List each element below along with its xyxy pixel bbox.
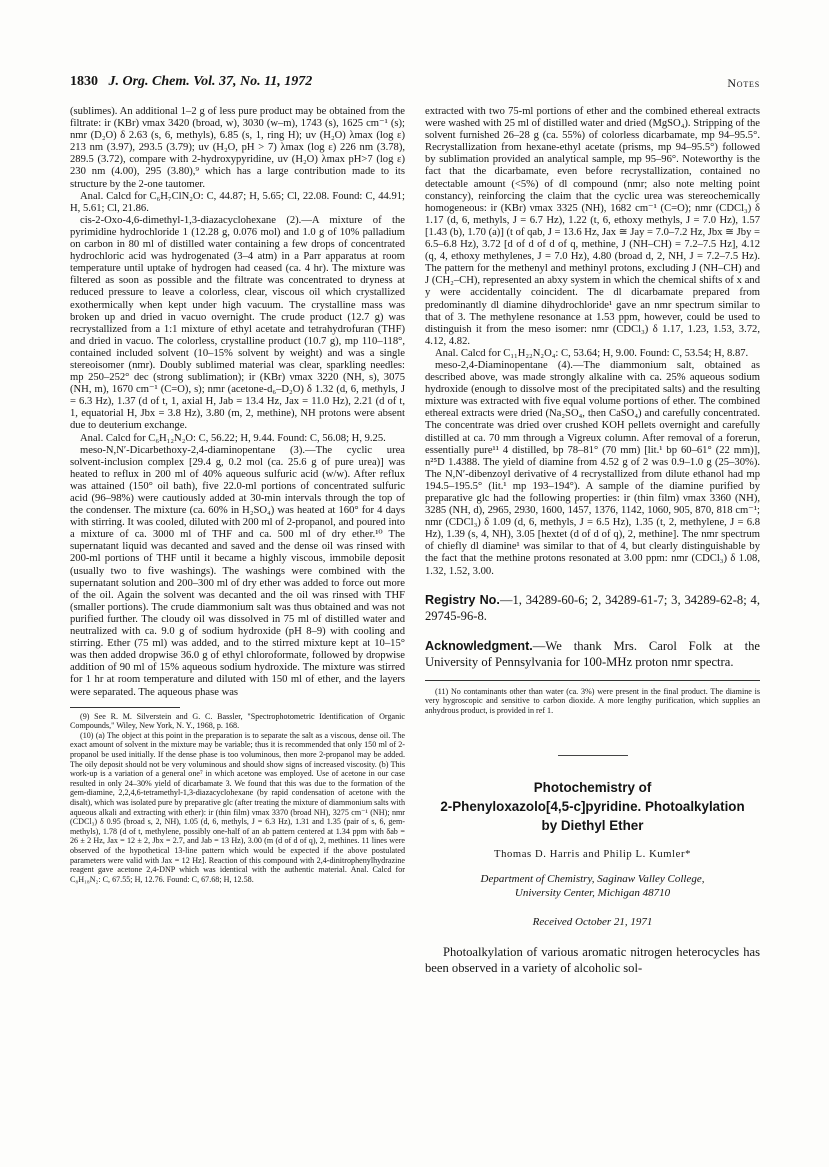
ack-label: Acknowledgment.: [425, 638, 533, 653]
title-line: by Diethyl Ether: [541, 818, 644, 834]
section-label: Notes: [727, 76, 760, 90]
paragraph: (sublimes). An additional 1–2 g of less pure product may be obtained from the filtrate: ir (KBr) νmax 3420 (broad, w), 3030 (w–m), 1743 (s), 1625 cm⁻¹ (s); nmr (D₂O) δ 2.63 (s, 6, methyls), 6.85 (s, 1, ring H); uv (H₂O) λmax (log ε) 213 nm (3.97), 293.5 (3.79); uv (H₂O, pH > 7) λmax (log ε) 226 nm (3.78), 289.5 (3.72), compare with 2-hydroxypyridine, uv (H₂O) λmax pH>7 (log ε) 230 nm (4.00), 295 (3.80),⁹ which has a large contribution made to its structure by the 2-one tautomer.: [70, 106, 405, 190]
left-body: [70, 106, 405, 699]
paragraph: Anal. Calcd for C₆H₇ClN₂O: C, 44.87; H, 5.65; Cl, 22.08. Found: C, 44.91; H, 5.61; Cl, 21.86.: [70, 190, 405, 214]
volume-issue: Vol. 37, No. 11, 1972: [193, 74, 313, 89]
paragraph: cis-2-Oxo-4,6-dimethyl-1,3-diazacyclohexane (2).—A mixture of the pyrimidine hydrochloride 1 (12.28 g, 0.076 mol) and 1.0 g of 10% palladium on carbon in 80 ml of distilled water containing a few drops of concentrated hydrochloric acid was hydrogenated (3–4 atm) in a Parr apparatus at room temperature until uptake of hydrogen had ceased (ca. 4 hr). The mixture was filtered as soon as possible and the filtrate was concentrated to dryness at reduced pressure to leave a colorless, clear, viscous oil which crystallized exothermically when kept under high vacuum. The crystalline mass was broken up and dried in vacuo overnight. The crude product (12.7 g) was recrystallized from a 1:1 mixture of ethyl acetate and tetrahydrofuran (THF) and dried in vacuo. The colorless, crystalline product (10.7 g), mp 110–118°, contained included solvent (10–15% solvent by weight) and was a single stereoisomer (nmr). Doubly sublimed material was clear, sparkling needles: mp 250–252° dec (strong sublimation); ir (KBr) νmax 3220 (NH, s), 3075 (NH, m), 1670 cm⁻¹ (C=O), s); nmr (acetone-d₆–D₂O) δ 1.32 (d, 6, methyls, J = 6.3 Hz), 1.37 (d of t, 1, axial H, Jab = 13.4 Hz, Jax = 11.0 Hz), 2.21 (d of t, 1, equatorial H, Jbx = 3.8 Hz), 3.80 (m, 2, methine), NH protons were absent due to deuterium exchange.: [70, 214, 405, 432]
article-separator: [558, 755, 628, 756]
ack-text: —We thank Mrs. Carol Folk at the University of Pennsylvania for 100-MHz proton nmr spectra.: [425, 638, 760, 669]
affiliation-line: University Center, Michigan 48710: [514, 887, 671, 900]
acknowledgment: [425, 638, 760, 670]
abstract-start: Photoalkylation of various aromatic nitrogen heterocycles has been observed in a variety of alcoholic sol-: [425, 945, 760, 976]
page-number: 1830: [70, 74, 98, 89]
paragraph: extracted with two 75-ml portions of ether and the combined ethereal extracts were washed with 25 ml of distilled water and dried (MgSO₄). Stripping of the solvent furnished 26–28 g (ca. 55%) of colorless dicarbamate, mp 94–95.5°. Recrystallization from hexane-ethyl acetate (prisms, mp 94–95.5°) followed by sublimation provided an analytical sample, mp 95–96°. Noteworthy is the fact that the dicarbamate, even before recrystallization, contained no detectable amount (<5%) of dl compound (nmr; also note melting point constancy), reinforcing the claim that the cyclic urea was stereochemically homogeneous: ir (KBr) νmax 3325 (NH), 1682 cm⁻¹ (C=O); nmr (CDCl₃) δ 1.17 (d, 6, methyls, J = 6.7 Hz), 1.22 (t, 6, ethoxy methyls, J = 7.0 Hz), 1.57 [1.43 (b), 1.70 (a)] (t of qab, J = 13.6 Hz, Jax ≅ Jay = 7.0–7.2 Hz, Jbx ≅ Jby = 6.5–6.8 Hz), 3.72 [d of d of d of q, methine, J (NH–CH) = 7.2–7.5 Hz], 4.12 (q, 4, ethoxy methylenes, J = 7.0 Hz), 4.80 (broad d, 2, NH, J = 7.2–7.5 Hz). The pattern for the methenyl and methinyl protons, excluding J (NH–CH) and J (CH₂–CH), represented an abxy system in which the chemical shifts of x and y were accidentally coincident. The dl dicarbamate prepared from predominantly dl diamine dihydrochloride¹ gave an nmr spectrum similar to that of 3. The methylene resonance at 1.53 ppm, however, could be used to distinguish it from the meso isomer: nmr (CDCl₃) δ 1.17, 1.23, 1.53, 3.72, 4.12, 4.82.: [425, 106, 760, 347]
footnote-divider: [70, 707, 180, 708]
paragraph: Anal. Calcd for C₁₁H₂₂N₂O₄: C, 53.64; H, 9.00. Found: C, 53.54; H, 8.87.: [435, 347, 749, 359]
left-column: [70, 106, 405, 884]
registry-text: —1, 34289-60-6; 2, 34289-61-7; 3, 34289-62-8; 4, 29745-96-8.: [425, 592, 760, 623]
footnote-10: (10) (a) The object at this point in the preparation is to separate the salt as a viscous, dense oil. The exact amount of solvent in the mixture may be variable; thus it is recommended that only 150 ml of 2-propanol be used initially. If the dense phase is too voluminous, then more 2-propanol may be added. The oily deposit should not be very voluminous and should show signs of increased viscosity. (b) This work-up is a variation of a general one⁷ in which acetone was employed. Use of acetone in our case resulted in only 24–30% yield of dicarbamate 3. We found that this was due to the formation of the gem-diamine, 2,2,4,6-tetramethyl-1,3-diazacyclohexane (by rapid condensation of acetone with the disalt), which was isolated pure by preparative glc (after treating the mixture of diammonium salts with aqueous alkali and extracting with ether): ir (thin film) νmax 3370 (broad NH), 3275 cm⁻¹ (NH); nmr (CDCl₃) δ 0.95 (broad s, 2, NH), 1.05 (d, 6, methyls, J = 6.3 Hz), 1.31 and 1.35 (pair of s, 6, gem-methyls), 1.78 (d of t, methylene, possibly one-half of an ab pattern centered at 1.34 ppm with δab = 26 ± 2 Hz, Jax = 12 ± 2, Jbx = 2.7, and Jab = 13 Hz), 3.00 (m (d of d of q), 2, methines. 11 lines were observed of the hypothetical 13-line pattern which would be expected if the above postulated parameters were valid with Jax = 12 Hz]. Reaction of this compound with 2,4-dinitrophenylhydrazine reagent gave acetone 2,4-DNP which was identical with the authentic material. Anal. Calcd for C₈H₁₈N₂: C, 67.55; H, 12.76. Found: C, 67.68; H, 12.58.: [70, 730, 405, 884]
received-date: Received October 21, 1971: [532, 916, 653, 929]
right-body: [425, 106, 760, 578]
running-header: [70, 74, 760, 94]
paragraph: Anal. Calcd for C₆H₁₂N₂O: C, 56.22; H, 9.44. Found: C, 56.08; H, 9.25.: [80, 432, 386, 444]
footnote-9: (9) See R. M. Silverstein and G. C. Bassler, "Spectrophotometric Identification of Organic Compounds," Wiley, New York, N. Y., 1968, p. 168.: [70, 711, 405, 731]
right-column: [425, 106, 760, 989]
paragraph: meso-N,N′-Dicarbethoxy-2,4-diaminopentane (3).—The cyclic urea solvent-inclusion complex [29.4 g, 0.2 mol (ca. 25.6 g of pure urea)] was heated to reflux in 200 ml of 40% aqueous sulfuric acid (w/w). After reflux was attained (150° oil bath), five 22.0-ml portions of concentrated sulfuric acid (96–98%) were cautiously added at 30-min intervals through the top of the condenser. The mixture (ca. 60% in H₂SO₄) was heated at 160° for 4 days with stirring. It was cooled, diluted with 200 ml of 2-propanol, and poured into a mixture of ca. 3000 ml of THF and ca. 500 ml of dry ether.¹⁰ The supernatant liquid was decanted and saved and the dense oil was rinsed with 200-ml portions of THF until it became a highly viscous, immobile deposit (usually two to five washings). The washings were combined with the supernatant solution and 200–300 ml of dry ether was added to force out more of the oil. Again the solvent was decanted and the oil was rinsed with THF (smaller portions). The crude diammonium salt was thus obtained and was not purified further. The cloudy oil was dissolved in 75 ml of distilled water and neutralized with ca. 9.0 g of sodium hydroxide (pH 8–9) with cooling and stirring. Ether (75 ml) was added, and to the stirred mixture kept at 10–15° was then added dropwise 36.0 g of ethyl chloroformate, followed by dropwise addition of 90 ml of 15% aqueous sodium hydroxide. The mixture was stirred for 1 hr at room temperature and diluted with 150 ml of ether, and the layers were separated. The aqueous phase was: [70, 444, 405, 698]
affiliation-line: Department of Chemistry, Saginaw Valley College,: [480, 873, 705, 886]
article-title: [425, 778, 760, 835]
title-line: Photochemistry of: [533, 780, 652, 796]
registry-label: Registry No.: [425, 592, 500, 607]
header-citation: [70, 74, 312, 90]
footnotes: [70, 712, 405, 885]
title-line: 2-Phenyloxazolo[4,5-c]pyridine. Photoalkylation: [440, 799, 745, 815]
authors: Thomas D. Harris and Philip L. Kumler*: [494, 849, 691, 861]
footnote-divider: [425, 680, 760, 681]
paragraph: meso-2,4-Diaminopentane (4).—The diammonium salt, obtained as described above, was made strongly alkaline with ca. 25% aqueous sodium hydroxide (enough to dissolve most of the precipitated salts) and the resulting mixture was extracted with five equal volume portions of ether. The combined ethereal extracts were dried (Na₂SO₄, then CaSO₄) and carefully concentrated. The concentrate was dried over crushed KOH pellets overnight and carefully distilled at ca. 70 mm through a Vigreux column. After removal of a forerun, essentially pure¹¹ 4 distilled, bp 78–81° (70 mm) [lit.¹ bp 60–61° (22 mm)], n²⁵D 1.4388. The yield of diamine from 4.52 g of 2 was 0.9–1.0 g (25–30%). The N,N′-dibenzoyl derivative of 4 recrystallized from dilute ethanol had mp 194.5–195.5° (lit.¹ mp 193–194°). A sample of the diamine purified by preparative glc had the following properties: ir (thin film) νmax 3360 (NH), 3285 (NH, d), 2965, 2930, 1600, 1457, 1376, 1142, 1060, 905, 870, 818 cm⁻¹; nmr (CDCl₃) δ 1.09 (d, 6, methyls, J = 6.5 Hz), 1.35 (t, 2, methylene, J = 6.8 Hz), 1.39 (s, 4, NH), 3.05 [hextet (d of d of q), 2, methine]. The nmr spectrum of chiefly dl diamine¹ was similar to that of 4, but clearly distinguishable by the fact that the methine protons resonated at 3.00 ppm: nmr (CDCl₃) δ 1.08, 1.32, 1.52, 3.00.: [425, 359, 760, 577]
journal-name: J. Org. Chem.: [108, 74, 190, 89]
footnote-11: (11) No contaminants other than water (ca. 3%) were present in the final product. The diamine is very hygroscopic and sensitive to carbon dioxide. A more lengthy purification, which supplies an anhydrous product, is provided in ref 1.: [425, 686, 760, 715]
affiliation: [425, 872, 760, 900]
registry-numbers: [425, 592, 760, 624]
